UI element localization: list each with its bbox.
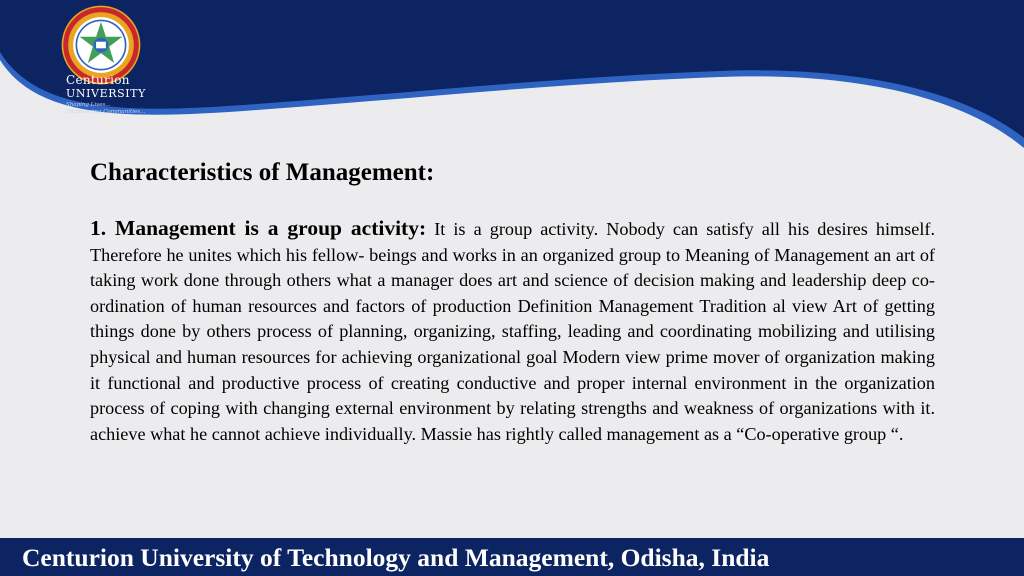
brand-tagline: [66, 102, 145, 116]
footer-bar: [0, 538, 1024, 576]
header-wave-banner: [0, 0, 1024, 160]
body-lead-heading: 1. Management is a group activity:: [90, 216, 427, 240]
slide-title: Characteristics of Management:: [90, 159, 435, 186]
brand-university-label: UNIVERSITY: [66, 87, 146, 100]
body-text-content: It is a group activity. Nobody can satisfy all his desires himself. Therefore he unites which his fellow- beings and works in an organized group to Meaning of Management an art of taking work done through others what a manager does art and science of decision making and leadership deep co-ordination of human resources and factors of production Definition Management Tradition al view Art of getting things done by others process of planning, organizing, staffing, leading and coordinating mobilizing and utilising physical and human resources for achieving organizational goal Modern view prime mover of organization making it functional and productive process of creating conductive and proper internal environment in the organization process of coping with changing external environment by relating strengths and weakness of organizations with it. achieve what he cannot achieve individually. Massie has rightly called management as a “Co-operative group “.: [90, 219, 935, 444]
footer-university-name: Centurion University of Technology and Management, Odisha, India: [22, 543, 770, 572]
brand-tagline-line-1: Shaping Lives...: [66, 102, 111, 108]
slide-body-paragraph: [90, 216, 935, 447]
brand-tagline-line-2: Empowering Communities...: [66, 109, 146, 115]
brand-name: Centurion: [66, 73, 130, 87]
